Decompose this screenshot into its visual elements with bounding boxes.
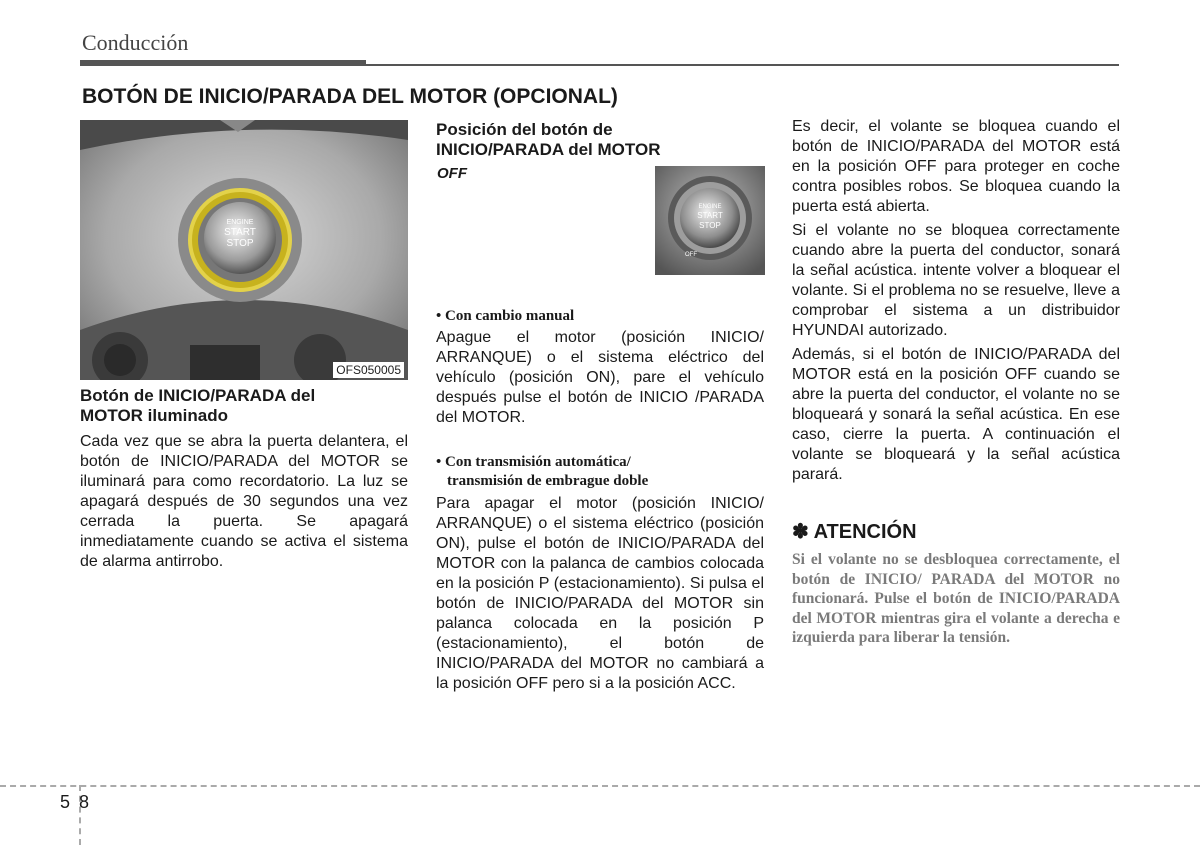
section-title: Conducción: [82, 30, 189, 55]
small-photo-text-3: STOP: [699, 221, 721, 230]
off-position-label: OFF: [437, 165, 467, 182]
col2-body-automatic: Para apagar el motor (posición INICIO/ ARRANQUE) o el sistema eléctrico (posición ON), pulse el botón de INICIO/PARADA del MOTOR con la palanca de cambios colocada en la posición P (estacionamiento). Si pulsa el botón de INICIO/PARADA del MOTOR sin palanca colocada en la posición P (estacionamiento), el botón de INICIO/PARADA del MOTOR no cambiará a la posición OFF pero si a la posición ACC.: [436, 495, 764, 692]
small-photo-text-2: START: [697, 211, 723, 220]
col2-subheading: [436, 120, 764, 160]
col1-subheading-line2: MOTOR iluminado: [80, 406, 228, 425]
header-rule-thick: [80, 60, 366, 66]
off-button-illustration: [655, 166, 765, 275]
bullet-manual: • Con cambio manual: [436, 308, 575, 324]
photo-code: OFS050005: [333, 362, 404, 378]
bullet-automatic: [436, 453, 764, 491]
small-photo-text-1: ENGINE: [698, 204, 722, 210]
photo-button-text-1: ENGINE: [226, 219, 254, 226]
col3-paragraph-1: Es decir, el volante se bloquea cuando el botón de INICIO/PARADA del MOTOR está en la posición OFF para proteger en coche contra posibles robos. Se bloquea cuando la puerta está abierta.: [792, 118, 1120, 215]
page-heading: BOTÓN DE INICIO/PARADA DEL MOTOR (OPCIONAL): [82, 85, 618, 108]
photo-button-text-3: STOP: [226, 238, 254, 249]
col3-body: [792, 117, 1120, 485]
header-rule-thin: [366, 64, 1119, 66]
col2-body-manual: Apague el motor (posición INICIO/ ARRANQUE) o el sistema eléctrico del vehículo (posición ON), pare el vehículo después pulse el botón de INICIO /PARADA del MOTOR.: [436, 329, 764, 426]
page-number: 5 8: [60, 792, 92, 812]
warning-text: Si el volante no se desbloquea correctamente, el botón de INICIO/ PARADA del MOTOR no funcionará. Pulse el botón de INICIO/PARADA del MOTOR mientras gira el volante a derecha e izquierda para liberar la tensión.: [792, 551, 1120, 646]
col1-subheading: [80, 386, 408, 426]
bullet-automatic-line2: transmisión de embrague doble: [447, 473, 649, 489]
col1-subheading-line1: Botón de INICIO/PARADA del: [80, 386, 316, 405]
photo-illustration: [80, 120, 408, 380]
col2-subheading-line1: Posición del botón de: [436, 120, 613, 139]
col1-body: Cada vez que se abra la puerta delantera, el botón de INICIO/PARADA del MOTOR se iluminará para como recordatorio. La luz se apagará después de 30 segundos una vez cerrada la puerta. Se apagará inmediatamente cuando se activa el sistema de alarma antirrobo.: [80, 433, 408, 570]
small-photo-off-text: OFF: [685, 252, 697, 258]
footer-divider: [0, 785, 1200, 787]
col2-subheading-line2: INICIO/PARADA del MOTOR: [436, 140, 661, 159]
illuminated-button-photo: [80, 120, 408, 380]
bullet-automatic-line1: • Con transmisión automática/: [436, 454, 631, 470]
col3-paragraph-3: Además, si el botón de INICIO/PARADA del MOTOR está en la posición OFF cuando se abre la puerta del conductor, el volante no se bloqueará y sonará la señal acústica. En ese caso, cierre la puerta. A continuación el volante se bloqueará y la señal acústica parará.: [792, 346, 1120, 483]
off-button-photo: [655, 166, 765, 275]
photo-button-text-2: START: [224, 227, 256, 238]
col3-paragraph-2: Si el volante no se bloquea correctamente cuando abre la puerta del conductor, sonará la señal acústica. intente volver a bloquear el volante. Si el problema no se resuelve, lleve a comprobar el sistema a un distribuidor HYUNDAI autorizado.: [792, 222, 1120, 339]
warning-title: ✽ ATENCIÓN: [792, 521, 917, 543]
